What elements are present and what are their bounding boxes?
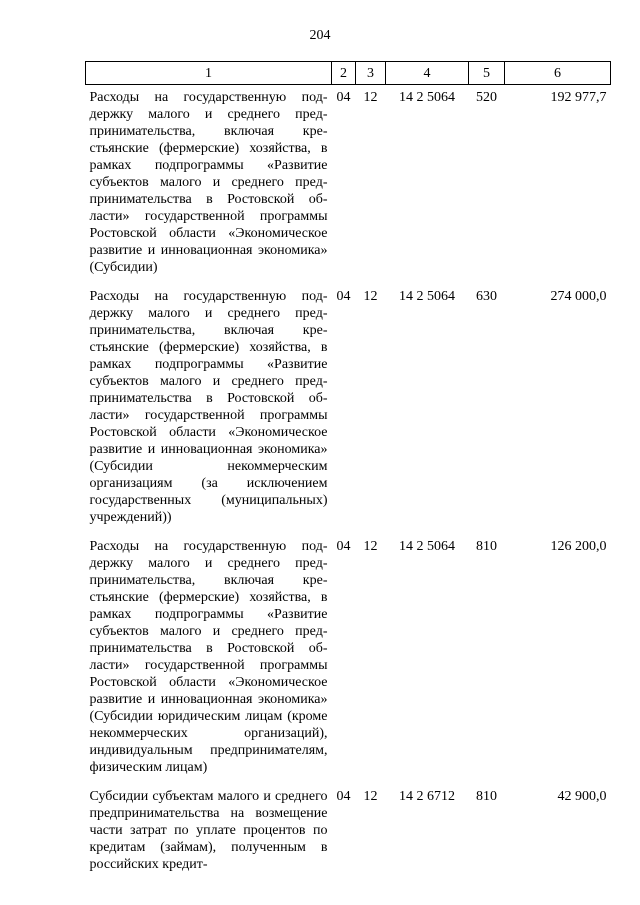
row-amount: 192 977,7	[550, 90, 607, 105]
column-header-4: 4	[386, 62, 469, 85]
row-target-code: 14 2 5064	[399, 289, 455, 304]
row-subsection-code: 12	[363, 539, 378, 554]
row-expense-type: 810	[476, 539, 497, 554]
table-row	[86, 534, 611, 784]
budget-table	[85, 61, 611, 881]
header-row	[86, 62, 611, 85]
row-section-code: 04	[336, 90, 351, 105]
row-expense-type: 810	[476, 789, 497, 804]
row-expense-type: 630	[476, 289, 497, 304]
row-description: Расходы на государственную поддержку малого и среднего предпринимательства, включая крестьянские (фермерские) хозяйства, в рамках подпрограммы «Развитие субъектов малого и среднего предпринимательства в Ростовской области» государственной программы Ростовской области «Экономическое развитие и инновационная экономика» (Субсидии)	[89, 90, 328, 275]
table-row	[86, 284, 611, 534]
column-header-6: 6	[505, 62, 611, 85]
column-header-5: 5	[469, 62, 505, 85]
row-subsection-code: 12	[363, 90, 378, 105]
row-section-code: 04	[336, 289, 351, 304]
row-subsection-code: 12	[363, 289, 378, 304]
column-header-3: 3	[356, 62, 386, 85]
column-header-1: 1	[86, 62, 332, 85]
row-amount: 274 000,0	[550, 289, 607, 304]
row-section-code: 04	[336, 539, 351, 554]
table-header	[86, 62, 611, 85]
table-row	[86, 85, 611, 285]
table-body	[86, 85, 611, 882]
column-header-2: 2	[332, 62, 356, 85]
row-section-code: 04	[336, 789, 351, 804]
row-subsection-code: 12	[363, 789, 378, 804]
row-target-code: 14 2 5064	[399, 539, 455, 554]
row-description: Субсидии субъектам малого и среднего предпринимательства на возмещение части затрат по уплате процентов по кредитам (займам), полученным в российских кредит-	[89, 789, 328, 872]
row-expense-type: 520	[476, 90, 497, 105]
row-target-code: 14 2 6712	[399, 789, 455, 804]
row-amount: 42 900,0	[557, 789, 607, 804]
row-description: Расходы на государственную поддержку малого и среднего предпринимательства, включая крестьянские (фермерские) хозяйства, в рамках подпрограммы «Развитие субъектов малого и среднего предпринимательства в Ростовской области» государственной программы Ростовской области «Экономическое развитие и инновационная экономика» (Субсидии некоммерческим организациям (за исключением государственных (муниципальных) учреждений))	[89, 289, 328, 525]
table-row	[86, 784, 611, 881]
page-number: 204	[309, 28, 331, 43]
row-target-code: 14 2 5064	[399, 90, 455, 105]
row-description: Расходы на государственную поддержку малого и среднего предпринимательства, включая крестьянские (фермерские) хозяйства, в рамках подпрограммы «Развитие субъектов малого и среднего предпринимательства в Ростовской области» государственной программы Ростовской области «Экономическое развитие и инновационная экономика» (Субсидии юридическим лицам (кроме некоммерческих организаций), индивидуальным предпринимателям, физическим лицам)	[89, 539, 328, 775]
row-amount: 126 200,0	[550, 539, 607, 554]
